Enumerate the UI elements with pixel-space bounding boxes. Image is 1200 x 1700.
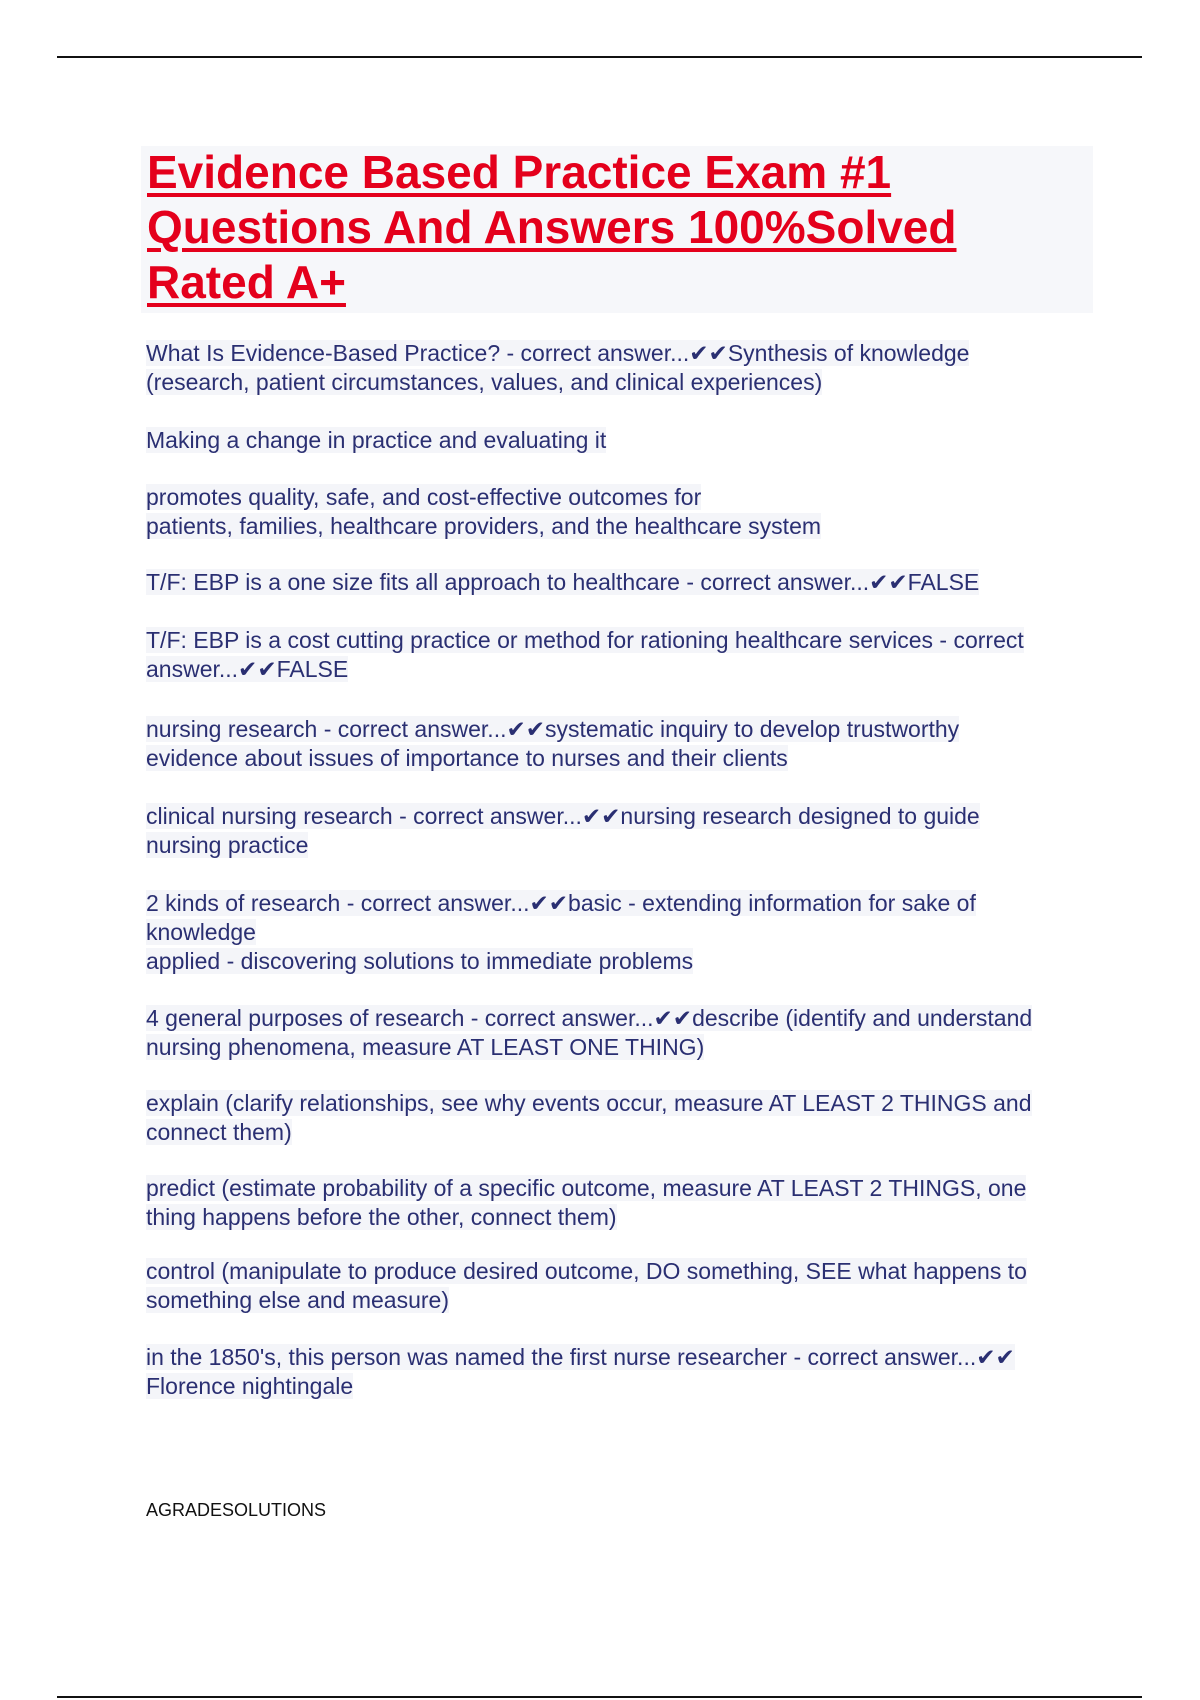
qa-line: Making a change in practice and evaluating it xyxy=(146,427,607,453)
document-title-line-3: Rated A+ xyxy=(147,256,346,308)
qa-line: connect them) xyxy=(146,1119,292,1145)
qa-line: (research, patient circumstances, values, and clinical experiences) xyxy=(146,369,823,395)
qa-item-control xyxy=(146,1257,1027,1315)
qa-line: explain (clarify relationships, see why events occur, measure AT LEAST 2 THINGS and xyxy=(146,1090,1032,1116)
qa-line: T/F: EBP is a cost cutting practice or method for rationing healthcare services - correct xyxy=(146,627,1024,653)
qa-line: something else and measure) xyxy=(146,1287,449,1313)
qa-line: nursing research - correct answer...✔✔systematic inquiry to develop trustworthy xyxy=(146,716,960,742)
qa-line: in the 1850's, this person was named the first nurse researcher - correct answer...✔✔ xyxy=(146,1344,1015,1370)
qa-item-one-size-fits-all xyxy=(146,568,979,597)
qa-line: evidence about issues of importance to nurses and their clients xyxy=(146,745,788,771)
qa-line: thing happens before the other, connect them) xyxy=(146,1204,617,1230)
qa-item-clinical-nursing-research xyxy=(146,802,980,860)
qa-line: nursing phenomena, measure AT LEAST ONE THING) xyxy=(146,1034,705,1060)
qa-item-explain xyxy=(146,1089,1032,1147)
qa-line: knowledge xyxy=(146,919,256,945)
qa-line: patients, families, healthcare providers, and the healthcare system xyxy=(146,513,822,539)
qa-line: control (manipulate to produce desired outcome, DO something, SEE what happens to xyxy=(146,1258,1027,1284)
qa-item-first-nurse-researcher xyxy=(146,1343,1015,1401)
document-title-line-2: Questions And Answers 100%Solved xyxy=(147,201,957,253)
bottom-rule xyxy=(57,1696,1142,1698)
qa-item-purposes-of-research xyxy=(146,1004,1032,1062)
top-rule xyxy=(57,56,1142,58)
qa-line: predict (estimate probability of a specific outcome, measure AT LEAST 2 THINGS, one xyxy=(146,1175,1027,1201)
qa-line: clinical nursing research - correct answer...✔✔nursing research designed to guide xyxy=(146,803,980,829)
qa-line: applied - discovering solutions to immediate problems xyxy=(146,948,694,974)
qa-line: answer...✔✔FALSE xyxy=(146,656,349,682)
qa-item-kinds-of-research xyxy=(146,889,976,976)
qa-line: What Is Evidence-Based Practice? - correct answer...✔✔Synthesis of knowledge xyxy=(146,340,970,366)
qa-line: 4 general purposes of research - correct answer...✔✔describe (identify and understand xyxy=(146,1005,1033,1031)
qa-item-nursing-research xyxy=(146,715,959,773)
qa-item-promotes-quality xyxy=(146,483,821,541)
qa-line: 2 kinds of research - correct answer...✔✔basic - extending information for sake of xyxy=(146,890,976,916)
footer-brand: AGRADESOLUTIONS xyxy=(146,1500,327,1520)
qa-item-predict xyxy=(146,1174,1026,1232)
qa-line: Florence nightingale xyxy=(146,1373,354,1399)
qa-item-evidence-based-practice xyxy=(146,339,969,397)
document-title-line-1: Evidence Based Practice Exam #1 xyxy=(147,146,892,198)
qa-line: T/F: EBP is a one size fits all approach to healthcare - correct answer...✔✔FALSE xyxy=(146,569,980,595)
title-block xyxy=(141,146,1093,313)
qa-line: nursing practice xyxy=(146,832,309,858)
qa-item-cost-cutting xyxy=(146,626,1024,684)
qa-item-making-change xyxy=(146,426,606,455)
qa-line: promotes quality, safe, and cost-effective outcomes for xyxy=(146,484,702,510)
